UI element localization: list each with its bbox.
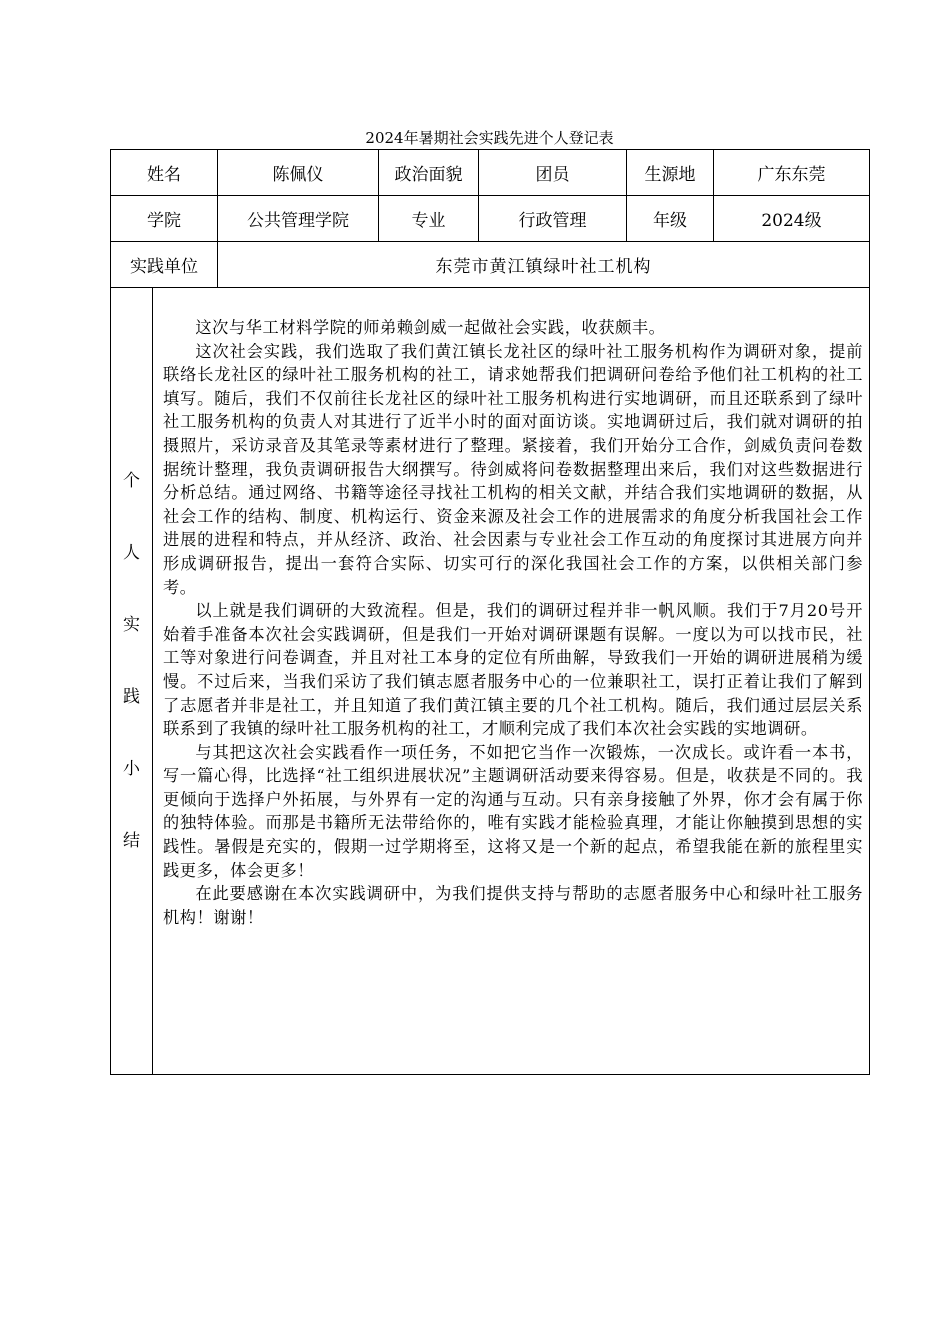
major-value: 行政管理 xyxy=(479,196,627,242)
political-status-label: 政治面貌 xyxy=(379,150,479,196)
academic-info-row xyxy=(111,196,870,242)
summary-paragraph: 以上就是我们调研的大致流程。但是，我们的调研过程并非一帆风顺。我们于7月20号开始着手准备本次社会实践调研，但是我们一开始对调研课题有误解。一度以为可以找市民，社工等对象进行问卷调查，并且对社工本身的定位有所曲解，导致我们一开始的调研进展稍为缓慢。不过后来，当我们采访了我们镇志愿者服务中心的一位兼职社工，误打正着让我们了解到了志愿者并非是社工，并且知道了我们黄江镇主要的几个社工机构。随后，我们通过层层关系联系到了我镇的绿叶社工服务机构的社工，才顺利完成了我们本次社会实践的实地调研。 xyxy=(163,601,863,739)
summary-row xyxy=(111,288,870,1075)
side-label-char: 实 xyxy=(123,615,140,635)
grade-value: 2024级 xyxy=(714,196,870,242)
side-label-char: 小 xyxy=(123,759,140,779)
major-label: 专业 xyxy=(379,196,479,242)
practice-unit-label: 实践单位 xyxy=(111,242,218,288)
grade-label: 年级 xyxy=(627,196,714,242)
college-value: 公共管理学院 xyxy=(218,196,379,242)
basic-info-row xyxy=(111,150,870,196)
origin-value: 广东东莞 xyxy=(714,150,870,196)
summary-paragraph: 在此要感谢在本次实践调研中，为我们提供支持与帮助的志愿者服务中心和绿叶社工服务机构！谢谢！ xyxy=(163,884,863,927)
side-label-char: 人 xyxy=(123,543,140,563)
document-title: 2024年暑期社会实践先进个人登记表 xyxy=(365,129,614,147)
summary-paragraph: 与其把这次社会实践看作一项任务，不如把它当作一次锻炼，一次成长。或许看一本书，写一篇心得，比选择“社工组织进展状况”主题调研活动要来得容易。但是，收获是不同的。我更倾向于选择户外拓展，与外界有一定的沟通与互动。只有亲身接触了外界，你才会有属于你的独特体验。而那是书籍所无法带给你的，唯有实践才能检验真理，才能让你触摸到思想的实践性。暑假是充实的，假期一过学期将至，这将又是一个新的起点，希望我能在新的旅程里实践更多，体会更多！ xyxy=(163,742,863,880)
practice-unit-row xyxy=(111,242,870,288)
summary-paragraph: 这次社会实践，我们选取了我们黄江镇长龙社区的绿叶社工服务机构作为调研对象，提前联络长龙社区的绿叶社工服务机构的社工，请求她帮我们把调研问卷给予他们社工机构的社工填写。随后，我们不仅前往长龙社区的绿叶社工服务机构进行实地调研，而且还联系到了绿叶社工服务机构的负责人对其进行了近半小时的面对面访谈。实地调研过后，我们就对调研的拍摄照片，采访录音及其笔录等素材进行了整理。紧接着，我们开始分工合作，剑威负责问卷数据统计整理，我负责调研报告大纲撰写。待剑威将问卷数据整理出来后，我们对这些数据进行分析总结。通过网络、书籍等途径寻找社工机构的相关文献，并结合我们实地调研的数据，从社会工作的结构、制度、机构运行、资金来源及社会工作的进展需求的角度分析我国社会工作进展的进程和特点，并从经济、政治、社会因素与专业社会工作互动的角度探讨其进展方向并形成调研报告，提出一套符合实际、切实可行的深化我国社会工作的方案，以供相关部门参考。 xyxy=(163,341,863,597)
name-value: 陈佩仪 xyxy=(218,150,379,196)
side-label-char: 践 xyxy=(123,687,140,707)
origin-label: 生源地 xyxy=(627,150,714,196)
summary-paragraph: 这次与华工材料学院的师弟赖剑威一起做社会实践，收获颇丰。 xyxy=(195,318,666,337)
summary-content xyxy=(153,288,870,1075)
practice-unit-value: 东莞市黄江镇绿叶社工机构 xyxy=(218,242,870,288)
summary-side-label xyxy=(111,288,153,1075)
college-label: 学院 xyxy=(111,196,218,242)
political-status-value: 团员 xyxy=(479,150,627,196)
name-label: 姓名 xyxy=(111,150,218,196)
side-label-char: 结 xyxy=(123,831,140,851)
registration-form-table xyxy=(110,149,870,1075)
side-label-char: 个 xyxy=(123,471,140,491)
